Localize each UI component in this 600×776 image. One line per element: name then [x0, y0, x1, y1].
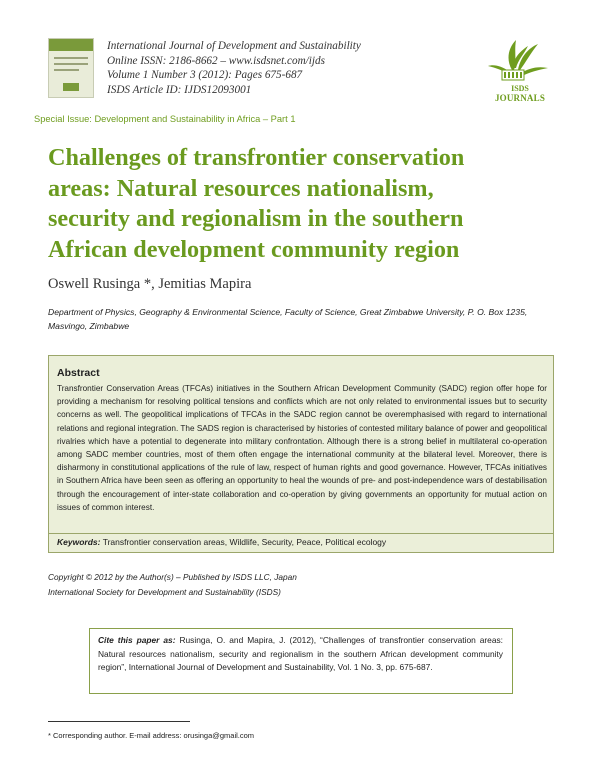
footnote: * Corresponding author. E-mail address: orusinga@gmail.com — [48, 731, 255, 740]
affiliation-line: Masvingo, Zimbabwe — [48, 321, 130, 331]
paper-title — [48, 143, 568, 265]
title-line: Challenges of transfrontier conservation — [48, 144, 465, 171]
logo-line-2: JOURNALS — [494, 93, 546, 103]
special-issue-label: Special Issue: Development and Sustainability in Africa – Part 1 — [34, 114, 296, 124]
citation-label: Cite this paper as: — [98, 635, 176, 645]
journal-cover-thumbnail — [48, 38, 94, 98]
affiliation — [48, 305, 553, 333]
title-line: areas: Natural resources nationalism, — [48, 174, 434, 202]
journal-name: International Journal of Development and Sustainability — [107, 40, 361, 52]
footnote-divider — [48, 721, 190, 722]
journal-info — [107, 39, 361, 97]
copyright-line: International Society for Development and Sustainability (ISDS) — [48, 586, 281, 597]
affiliation-line: Department of Physics, Geography & Environmental Science, Faculty of Science, Great Zimbabwe University, P. O. Box 1235, — [48, 307, 528, 317]
logo-text — [485, 84, 555, 103]
keywords-text: Transfrontier conservation areas, Wildlife, Security, Peace, Political ecology — [102, 537, 387, 547]
keywords — [57, 537, 386, 547]
authors: Oswell Rusinga *, Jemitias Mapira — [48, 276, 252, 292]
logo-line-1: ISDS — [511, 84, 529, 93]
copyright — [48, 570, 297, 599]
abstract-divider — [49, 533, 553, 534]
journal-issn: Online ISSN: 2186-8662 – www.isdsnet.com/ijds — [107, 54, 325, 67]
journal-article-id: ISDS Article ID: IJDS12093001 — [107, 83, 252, 96]
abstract-heading: Abstract — [57, 367, 100, 379]
citation — [98, 634, 503, 675]
journal-volume: Volume 1 Number 3 (2012): Pages 675-687 — [107, 69, 303, 82]
abstract-box — [48, 355, 554, 553]
copyright-line: Copyright © 2012 by the Author(s) – Published by ISDS LLC, Japan — [48, 572, 297, 582]
abstract-text: Transfrontier Conservation Areas (TFCAs) initiatives in the Southern African Development Community (SADC) region offer hope for providing a mechanism for resolving political tensions and conflicts which are not only related to environmental issues but to security concerns as well. The geopolitical implications of TFCAs in the SADC region cannot be overemphasised with regard to international relations and regional integration. The SADS region is characterised by histories of contested military balance of power and geopolitical rivalries which have a potential to degenerate into military confrontation. Although there is a strong belief in multilateral co-operation among SADC member countries, most of them often engage the international community at the bilateral level. Moreover, there is disharmony in constitutional applications of the rule of law, respect of human rights and good governance. However, TFCAs initiatives in Southern Africa have been seen as offering an opportunity to heal the wounds of pre- and post-independence wars of destabilisation through the encouragement of inter-state collaboration and co-operation by giving governments an opportunity for mutual action on issues of common interest. — [57, 384, 547, 512]
title-line: African development community region — [48, 235, 460, 263]
keywords-label: Keywords: — [57, 537, 101, 547]
citation-text: Rusinga, O. and Mapira, J. (2012), “Challenges of transfrontier conservation areas: Natural resources nationalism, security and regionalism in the southern African development community region”, International Journal of Development and Sustainability, Vol. 1 No. 3, pp. 675-687. — [98, 635, 504, 673]
citation-box — [89, 628, 513, 694]
title-line: security and regionalism in the southern — [48, 205, 464, 232]
